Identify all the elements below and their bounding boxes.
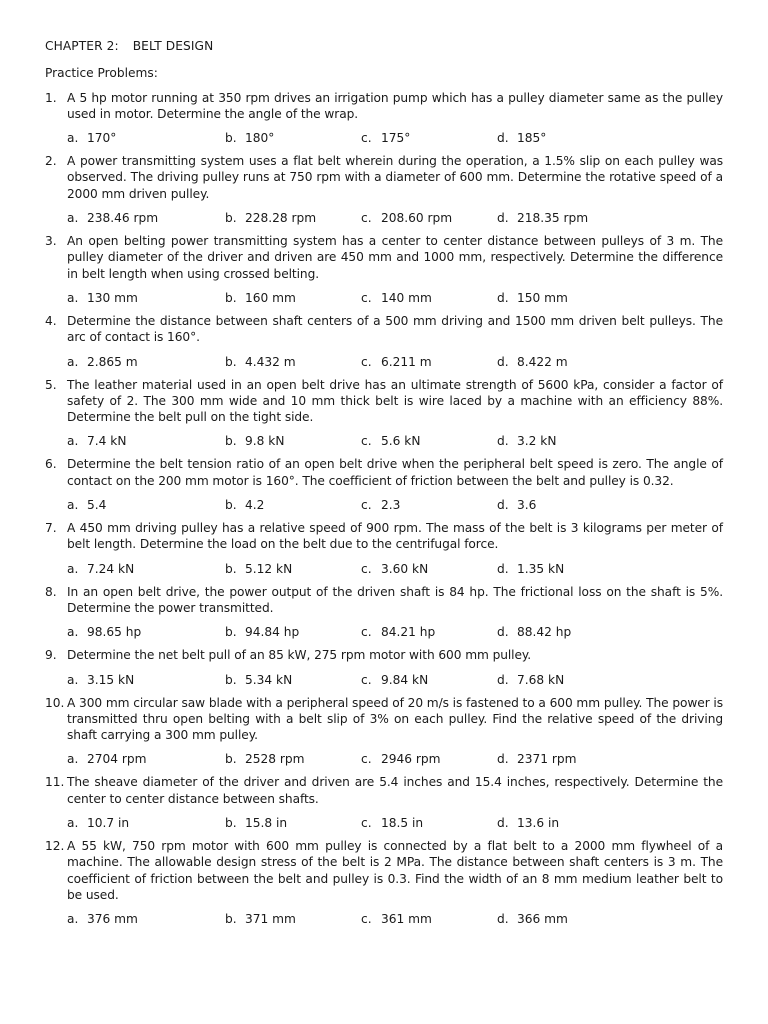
choice-value: 5.34 kN xyxy=(245,672,293,687)
choice-letter: b. xyxy=(225,912,237,927)
answer-choices xyxy=(45,433,723,449)
answer-choice xyxy=(67,210,225,226)
choice-value: 175° xyxy=(381,131,411,146)
choice-value: 170° xyxy=(87,131,117,146)
choice-letter: c. xyxy=(361,498,372,513)
problem-item xyxy=(45,90,723,147)
choice-value: 5.4 xyxy=(87,498,107,513)
answer-choice xyxy=(225,497,361,513)
choice-value: 160 mm xyxy=(245,290,296,305)
choice-letter: c. xyxy=(361,211,372,226)
problem-text: A 300 mm circular saw blade with a peripheral speed of 20 m/s is fastened to a 600 mm pulley. The power is transmitted thru open belting with a belt slip of 3% on each pulley. Find the relative speed of the driving shaft carrying a 300 mm pulley. xyxy=(67,695,723,743)
problem-statement xyxy=(45,377,723,426)
choice-value: 15.8 in xyxy=(245,816,288,831)
answer-choice xyxy=(361,433,497,449)
answer-choice xyxy=(225,911,361,927)
answer-choice xyxy=(225,815,361,831)
answer-choice xyxy=(361,130,497,146)
choice-letter: d. xyxy=(497,625,509,640)
answer-choice xyxy=(361,751,497,767)
answer-choice xyxy=(497,290,617,306)
problem-statement xyxy=(45,153,723,202)
choice-value: 2704 rpm xyxy=(87,752,147,767)
choice-letter: b. xyxy=(225,131,237,146)
choice-letter: a. xyxy=(67,752,79,767)
problem-item xyxy=(45,520,723,577)
choice-value: 366 mm xyxy=(517,912,568,927)
choice-value: 9.8 kN xyxy=(245,434,285,449)
problem-statement xyxy=(45,313,723,346)
choice-letter: c. xyxy=(361,752,372,767)
problem-number: 5. xyxy=(45,377,57,392)
choice-letter: b. xyxy=(225,752,237,767)
problem-statement xyxy=(45,456,723,489)
choice-value: 3.2 kN xyxy=(517,434,557,449)
problem-statement xyxy=(45,584,723,617)
chapter-heading xyxy=(45,38,723,54)
choice-letter: d. xyxy=(497,672,509,687)
problem-item xyxy=(45,456,723,513)
choice-value: 18.5 in xyxy=(381,816,424,831)
problem-text: Determine the distance between shaft centers of a 500 mm driving and 1500 mm driven belt pulleys. The arc of contact is 160°. xyxy=(67,313,723,345)
answer-choice xyxy=(225,130,361,146)
choice-value: 361 mm xyxy=(381,912,432,927)
choice-value: 180° xyxy=(245,131,275,146)
choice-value: 2.865 m xyxy=(87,354,138,369)
choice-letter: d. xyxy=(497,752,509,767)
choice-value: 371 mm xyxy=(245,912,296,927)
chapter-number: CHAPTER 2: xyxy=(45,39,119,53)
problem-item xyxy=(45,695,723,768)
choice-value: 6.211 m xyxy=(381,354,432,369)
choice-letter: a. xyxy=(67,625,79,640)
answer-choice xyxy=(361,290,497,306)
choice-letter: c. xyxy=(361,290,372,305)
answer-choices xyxy=(45,130,723,146)
problem-statement xyxy=(45,838,723,903)
choice-letter: b. xyxy=(225,498,237,513)
choice-letter: b. xyxy=(225,672,237,687)
answer-choice xyxy=(361,497,497,513)
choice-value: 98.65 hp xyxy=(87,625,142,640)
choice-value: 1.35 kN xyxy=(517,561,565,576)
problem-statement xyxy=(45,90,723,123)
problem-number: 4. xyxy=(45,313,57,328)
answer-choices xyxy=(45,210,723,226)
problem-number: 10. xyxy=(45,695,65,710)
choice-value: 140 mm xyxy=(381,290,432,305)
choice-letter: d. xyxy=(497,131,509,146)
answer-choices xyxy=(45,354,723,370)
answer-choice xyxy=(67,290,225,306)
problem-statement xyxy=(45,647,723,663)
problem-number: 7. xyxy=(45,521,57,536)
problem-item xyxy=(45,584,723,641)
answer-choices xyxy=(45,815,723,831)
choice-letter: d. xyxy=(497,434,509,449)
answer-choice xyxy=(497,751,617,767)
choice-letter: a. xyxy=(67,211,79,226)
choice-letter: d. xyxy=(497,912,509,927)
answer-choice xyxy=(361,561,497,577)
answer-choice xyxy=(497,672,617,688)
answer-choice xyxy=(225,290,361,306)
answer-choice xyxy=(361,911,497,927)
problem-text: Determine the belt tension ratio of an open belt drive when the peripheral belt speed is zero. The angle of contact on the 200 mm motor is 160°. The coefficient of friction between the belt and pulley is 0.32. xyxy=(67,457,723,488)
choice-value: 218.35 rpm xyxy=(517,211,589,226)
problem-statement xyxy=(45,695,723,744)
problem-number: 9. xyxy=(45,648,57,663)
answer-choice xyxy=(67,815,225,831)
choice-value: 2946 rpm xyxy=(381,752,441,767)
choice-letter: b. xyxy=(225,816,237,831)
answer-choice xyxy=(225,433,361,449)
answer-choice xyxy=(361,672,497,688)
choice-value: 3.15 kN xyxy=(87,672,135,687)
choice-letter: a. xyxy=(67,816,79,831)
answer-choice xyxy=(67,911,225,927)
problem-list xyxy=(45,90,723,928)
choice-letter: b. xyxy=(225,625,237,640)
answer-choice xyxy=(225,354,361,370)
answer-choice xyxy=(497,497,617,513)
choice-value: 4.2 xyxy=(245,498,265,513)
choice-value: 84.21 hp xyxy=(381,625,436,640)
answer-choice xyxy=(225,210,361,226)
choice-letter: c. xyxy=(361,912,372,927)
answer-choices xyxy=(45,561,723,577)
problem-number: 6. xyxy=(45,457,57,472)
section-subtitle: Practice Problems: xyxy=(45,66,158,81)
problem-text: An open belting power transmitting system has a center to center distance between pulleys of 3 m. The pulley diameter of the driver and driven are 450 mm and 1000 mm, respectively. Determine the difference in belt length when using crossed belting. xyxy=(67,234,723,281)
answer-choice xyxy=(67,354,225,370)
answer-choice xyxy=(361,210,497,226)
choice-letter: d. xyxy=(497,561,509,576)
choice-letter: a. xyxy=(67,434,79,449)
problem-number: 11. xyxy=(45,775,65,790)
choice-value: 238.46 rpm xyxy=(87,211,159,226)
answer-choice xyxy=(497,624,617,640)
problem-number: 8. xyxy=(45,584,57,599)
problem-number: 3. xyxy=(45,234,57,249)
choice-letter: d. xyxy=(497,211,509,226)
answer-choice xyxy=(67,672,225,688)
answer-choice xyxy=(497,354,617,370)
choice-value: 3.60 kN xyxy=(381,561,429,576)
choice-value: 376 mm xyxy=(87,912,138,927)
choice-letter: d. xyxy=(497,354,509,369)
problem-number: 1. xyxy=(45,90,57,105)
choice-value: 2.3 xyxy=(381,498,401,513)
answer-choice xyxy=(361,815,497,831)
choice-value: 2371 rpm xyxy=(517,752,577,767)
choice-value: 94.84 hp xyxy=(245,625,300,640)
choice-letter: a. xyxy=(67,354,79,369)
answer-choices xyxy=(45,672,723,688)
problem-item xyxy=(45,377,723,450)
answer-choices xyxy=(45,497,723,513)
choice-letter: c. xyxy=(361,354,372,369)
answer-choice xyxy=(497,561,617,577)
answer-choice xyxy=(67,561,225,577)
problem-statement xyxy=(45,774,723,807)
answer-choice xyxy=(497,130,617,146)
choice-letter: a. xyxy=(67,672,79,687)
choice-value: 13.6 in xyxy=(517,816,560,831)
answer-choice xyxy=(225,751,361,767)
choice-letter: c. xyxy=(361,625,372,640)
problem-item xyxy=(45,153,723,226)
choice-value: 88.42 hp xyxy=(517,625,572,640)
answer-choice xyxy=(67,624,225,640)
choice-value: 7.4 kN xyxy=(87,434,127,449)
problem-text: A 5 hp motor running at 350 rpm drives an irrigation pump which has a pulley diameter same as the pulley used in motor. Determine the angle of the wrap. xyxy=(67,90,723,121)
choice-value: 185° xyxy=(517,131,547,146)
problem-text: In an open belt drive, the power output of the driven shaft is 84 hp. The frictional loss on the shaft is 5%. Determine the power transmitted. xyxy=(67,584,723,615)
choice-value: 7.68 kN xyxy=(517,672,565,687)
problem-number: 12. xyxy=(45,839,65,854)
choice-value: 8.422 m xyxy=(517,354,568,369)
choice-value: 4.432 m xyxy=(245,354,296,369)
choice-letter: d. xyxy=(497,816,509,831)
answer-choice xyxy=(361,624,497,640)
problem-number: 2. xyxy=(45,154,57,169)
choice-letter: a. xyxy=(67,912,79,927)
problem-text: The sheave diameter of the driver and driven are 5.4 inches and 15.4 inches, respectively. Determine the center to center distance between shafts. xyxy=(67,775,723,806)
answer-choices xyxy=(45,290,723,306)
answer-choices xyxy=(45,624,723,640)
choice-value: 10.7 in xyxy=(87,816,130,831)
choice-letter: b. xyxy=(225,290,237,305)
choice-letter: c. xyxy=(361,434,372,449)
choice-value: 9.84 kN xyxy=(381,672,429,687)
answer-choice xyxy=(225,561,361,577)
choice-value: 5.6 kN xyxy=(381,434,421,449)
choice-letter: b. xyxy=(225,211,237,226)
choice-value: 7.24 kN xyxy=(87,561,135,576)
choice-letter: a. xyxy=(67,290,79,305)
answer-choice xyxy=(497,433,617,449)
choice-letter: b. xyxy=(225,561,237,576)
choice-letter: c. xyxy=(361,131,372,146)
problem-item xyxy=(45,233,723,306)
choice-letter: d. xyxy=(497,290,509,305)
answer-choice xyxy=(67,497,225,513)
choice-value: 130 mm xyxy=(87,290,138,305)
problem-text: A 55 kW, 750 rpm motor with 600 mm pulley is connected by a flat belt to a 2000 mm flywheel of a machine. The allowable design stress of the belt is 2 MPa. The distance between shaft centers is 3 m. The coefficient of friction between the belt and pulley is 0.3. Find the width of an 8 mm medium leather belt to be used. xyxy=(67,839,723,902)
choice-value: 208.60 rpm xyxy=(381,211,453,226)
choice-value: 3.6 xyxy=(517,498,537,513)
answer-choices xyxy=(45,911,723,927)
choice-letter: b. xyxy=(225,434,237,449)
problem-text: The leather material used in an open belt drive has an ultimate strength of 5600 kPa, consider a factor of safety of 2. The 300 mm wide and 10 mm thick belt is wire laced by a machine with an efficiency 88%. Determine the belt pull on the tight side. xyxy=(67,377,723,425)
problem-text: A 450 mm driving pulley has a relative speed of 900 rpm. The mass of the belt is 3 kilograms per meter of belt length. Determine the load on the belt due to the centrifugal force. xyxy=(67,521,723,552)
choice-letter: d. xyxy=(497,498,509,513)
choice-letter: c. xyxy=(361,672,372,687)
choice-letter: b. xyxy=(225,354,237,369)
answer-choices xyxy=(45,751,723,767)
chapter-title: BELT DESIGN xyxy=(132,39,214,53)
answer-choice xyxy=(361,354,497,370)
choice-letter: c. xyxy=(361,816,372,831)
answer-choice xyxy=(497,911,617,927)
answer-choice xyxy=(67,433,225,449)
answer-choice xyxy=(67,751,225,767)
problem-item xyxy=(45,313,723,370)
choice-value: 5.12 kN xyxy=(245,561,293,576)
choice-value: 2528 rpm xyxy=(245,752,305,767)
answer-choice xyxy=(225,624,361,640)
choice-value: 228.28 rpm xyxy=(245,211,317,226)
problem-item xyxy=(45,774,723,831)
problem-item xyxy=(45,647,723,687)
problem-statement xyxy=(45,233,723,282)
answer-choice xyxy=(497,210,617,226)
choice-letter: a. xyxy=(67,561,79,576)
answer-choice xyxy=(67,130,225,146)
problem-text: A power transmitting system uses a flat belt wherein during the operation, a 1.5% slip on each pulley was observed. The driving pulley runs at 750 rpm with a diameter of 600 mm. Determine the rotative speed of a 2000 mm driven pulley. xyxy=(67,154,723,201)
choice-letter: a. xyxy=(67,131,79,146)
choice-value: 150 mm xyxy=(517,290,568,305)
problem-text: Determine the net belt pull of an 85 kW, 275 rpm motor with 600 mm pulley. xyxy=(67,648,532,663)
answer-choice xyxy=(497,815,617,831)
choice-letter: c. xyxy=(361,561,372,576)
answer-choice xyxy=(225,672,361,688)
choice-letter: a. xyxy=(67,498,79,513)
problem-statement xyxy=(45,520,723,553)
problem-item xyxy=(45,838,723,927)
document-page xyxy=(45,38,723,934)
